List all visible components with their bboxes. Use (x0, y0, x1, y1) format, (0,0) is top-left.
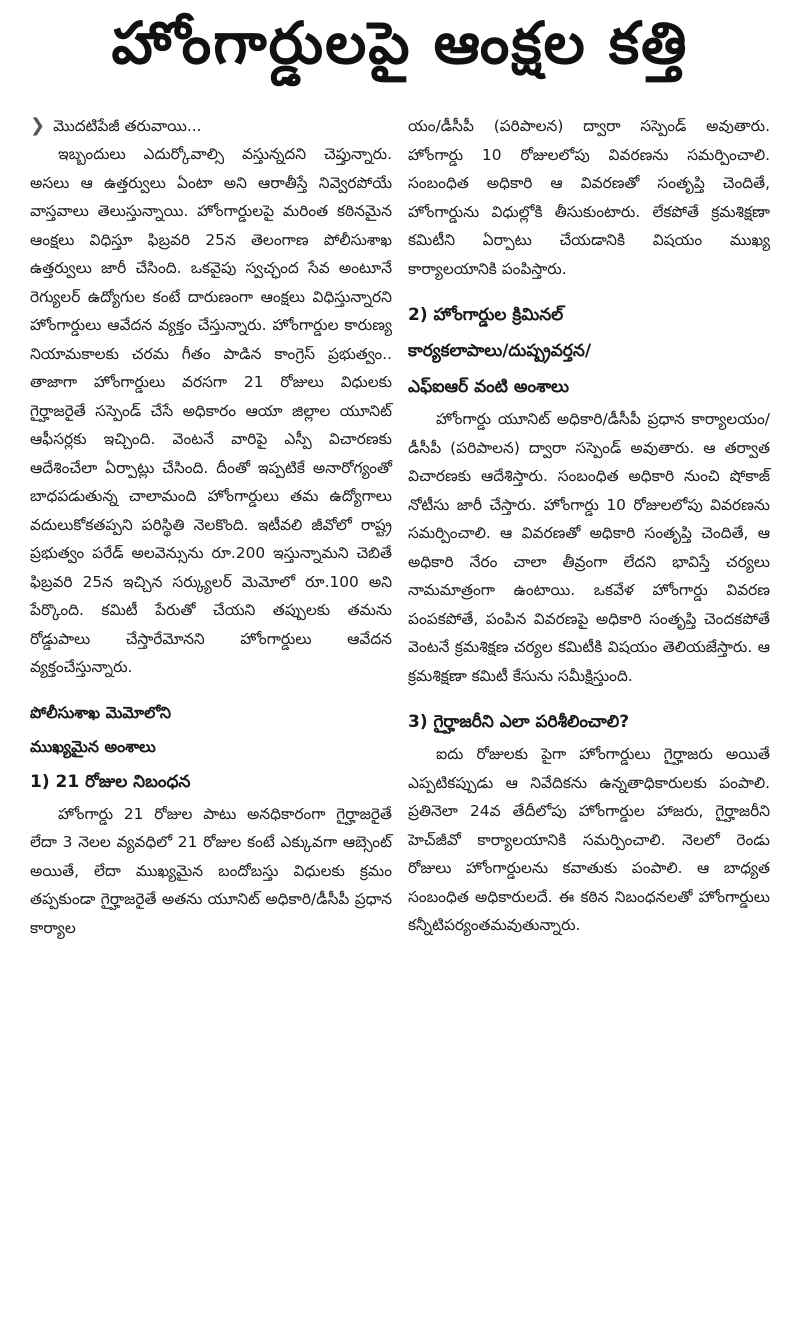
continuation-line (30, 112, 392, 140)
section-2-title-line-2: కార్యకలాపాలు/దుష్ప్రవర్తన/ (408, 341, 592, 361)
section-2-title-line-1: 2) హోంగార్డుల క్రిమినల్ (408, 305, 564, 325)
right-column (408, 112, 770, 940)
intro-paragraph: ఇబ్బందులు ఎదుర్కోవాల్సి వస్తున్నదని చెప్తున్నారు. అసలు ఆ ఉత్తర్వులు ఏంటా అని ఆరాతీస్తే నివ్వెరపోయే వాస్తవాలు తెలుస్తున్నాయి. హోంగార్డులపై మరింత కఠినమైన ఆంక్షలు విధిస్తూ ఫిబ్రవరి 25న తెలంగాణ పోలీసుశాఖ ఉత్తర్వులు జారీ చేసింది. ఒకవైపు స్వచ్ఛంద సేవ అంటూనే రెగ్యులర్ ఉద్యోగుల కంటే దారుణంగా ఆంక్షలు విధిస్తున్నారని హోంగార్డులు ఆవేదన వ్యక్తం చేస్తున్నారు. హోంగార్డుల కారుణ్య నియామకాలకు చరమ గీతం పాడిన కాంగ్రెస్ ప్రభుత్వం.. తాజాగా హోంగార్డులు వరసగా 21 రోజులు విధులకు గైర్హాజరైతే సస్పెండ్ చేసే అధికారం ఆయా జిల్లాల యూనిట్ ఆఫీసర్లకు ఇచ్చింది. వెంటనే వారిపై ఎస్పీ విచారణకు ఆదేశించేలా ఏర్పాట్లు చేసింది. దీంతో ఇప్పటికే అనారోగ్యంతో బాధపడుతున్న చాలామంది హోంగార్డులు తమ ఉద్యోగాలు వదులుకోకతప్పని పరిస్థితి నెలకొంది. ఇటీవలి జీవోలో రాష్ట్ర ప్రభుత్వం పరేడ్ అలవెన్సును రూ.200 ఇస్తున్నామని చెబితే ఫిబ్రవరి 25న ఇచ్చిన సర్క్యులర్ మెమోలో రూ.100 అని పేర్కొంది. కమిటీ పేరుతో చేయని తప్పులకు తమను రోడ్డుపాలు చేస్తారేమోనని హోంగార్డులు ఆవేదన వ్యక్తంచేస్తున్నారు. (30, 145, 392, 676)
headline: హోంగార్డులపై ఆంక్షల కత్తి (111, 8, 689, 77)
memo-heading-line-2: ముఖ్యమైన అంశాలు (30, 736, 156, 756)
left-column (30, 112, 392, 942)
section-1-text: హోంగార్డు 21 రోజుల పాటు అనధికారంగా గైర్హాజరైతే లేదా 3 నెలల వ్యవధిలో 21 రోజుల కంటే ఎక్కువగా ఆబ్సెంట్ అయితే, లేదా ముఖ్యమైన బందోబస్తు విధులకు క్రమం తప్పకుండా గైర్హాజరైతే అతను యూనిట్ అధికారి/డీసీపీ ప్రధాన కార్యాల (30, 804, 392, 937)
section-3-text: ఐదు రోజులకు పైగా హోంగార్డులు గైర్హాజరు అయితే ఎప్పటికప్పుడు ఆ నివేదికను ఉన్నతాధికారులకు పంపాలి. ప్రతినెలా 24వ తేదీలోపు హోంగార్డుల హాజరు, గైర్హాజరీని హెచ్‌జీవో కార్యాలయానికి సమర్పించాలి. నెలలో రెండు రోజులు హోంగార్డులను కవాతుకు పంపాలి. ఆ బాధ్యత సంబంధిత అధికారులదే. ఈ కఠిన నిబంధనలతో హోంగార్డులు కన్నీటిపర్యంతమవుతున్నారు. (408, 745, 770, 934)
chevron-right-icon: ❯ (30, 115, 46, 136)
section-2-title-line-3: ఎఫ్ఐఆర్ వంటి అంశాలు (408, 377, 569, 397)
continuation-text: మొదటిపేజీ తరువాయి... (53, 117, 202, 135)
section-2-text: హోంగార్డు యూనిట్ అధికారి/డీసీపీ ప్రధాన కార్యాలయం/డీసీపీ (పరిపాలన) ద్వారా సస్పెండ్ అవుతారు. ఆ తర్వాత విచారణకు ఆదేశిస్తారు. సంబంధిత అధికారి నుంచి షోకాజ్ నోటీసు జారీ చేస్తారు. హోంగార్డు 10 రోజులలోపు వివరణను సమర్పించాలి. ఆ వివరణతో అధికారి సంతృప్తి చెందితే, ఆ అధికారి నేరం చాలా తీవ్రంగా లేదని భావిస్తే చర్యలు నామమాత్రంగా ఉంటాయి. ఒకవేళ హోంగార్డు వివరణ పంపకపోతే, పంపిన వివరణపై అధికారి సంతృప్తి చెందకపోతే వెంటనే క్రమశిక్షణ చర్యల కమిటీకి విషయం తెలియజేస్తారు. ఆ క్రమశిక్షణా కమిటీ కేసును సమీక్షిస్తుంది. (408, 410, 770, 685)
section-1-continued-text: యం/డీసీపీ (పరిపాలన) ద్వారా సస్పెండ్ అవుతారు. హోంగార్డు 10 రోజులలోపు వివరణను సమర్పించాలి. సంబంధిత అధికారి ఆ వివరణతో సంతృప్తి చెందితే, హోంగార్డును విధుల్లోకి తీసుకుంటారు. లేకపోతే క్రమశిక్షణా కమిటీని ఏర్పాటు చేయడానికి విషయం ముఖ్య కార్యాలయానికి పంపిస్తారు. (408, 117, 770, 278)
memo-heading-line-1: పోలీసుశాఖ మెమోలోని (30, 702, 172, 722)
section-3-title: 3) గైర్హాజరీని ఎలా పరిశీలించాలి? (408, 712, 630, 732)
section-1-title: 1) 21 రోజుల నిబంధన (30, 771, 191, 792)
